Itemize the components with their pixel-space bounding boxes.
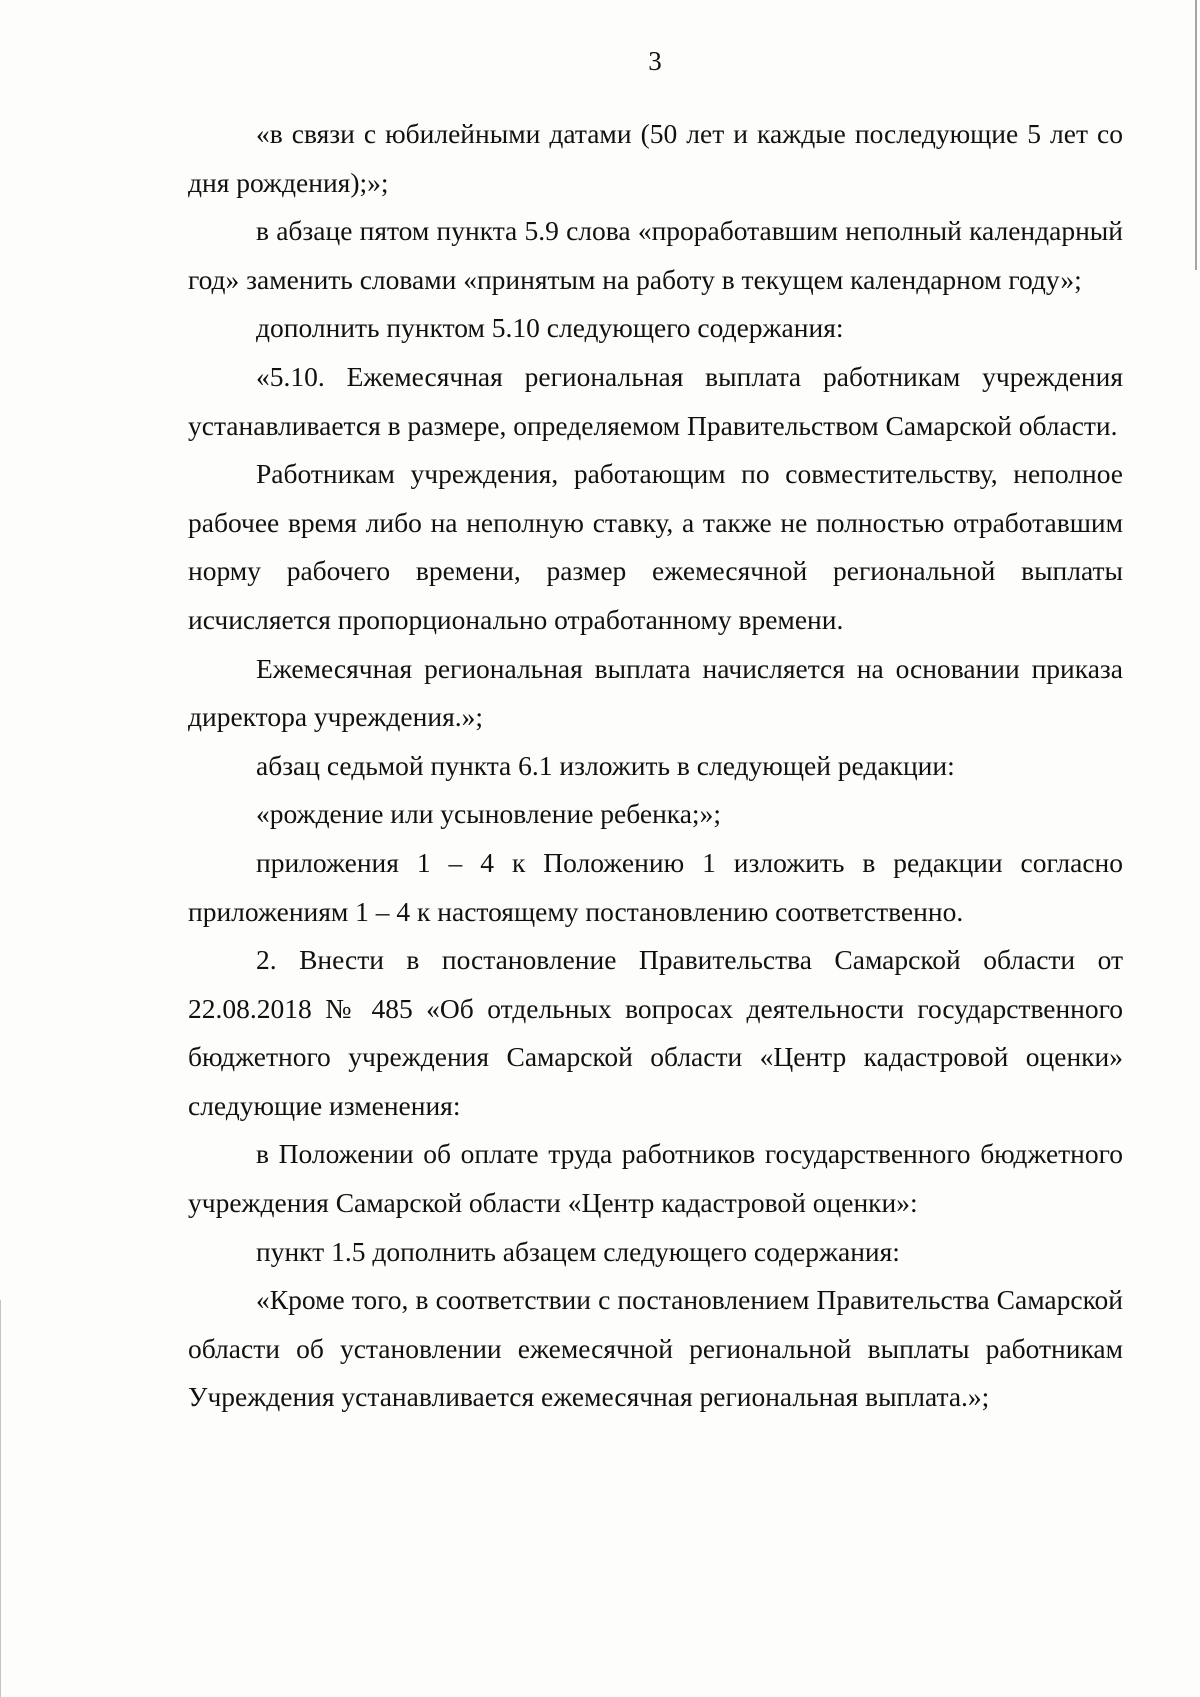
- document-body: [188, 110, 1123, 1422]
- paragraph-7: абзац седьмой пункта 6.1 изложить в следующей редакции:: [256, 749, 955, 781]
- paragraph-4: «5.10. Ежемесячная региональная выплата работникам учреждения устанавливается в размере, определяемом Правительством Самарской области.: [188, 360, 1123, 441]
- paragraph-1: «в связи с юбилейными датами (50 лет и каждые последующие 5 лет со дня рождения);»;: [188, 118, 1123, 198]
- page-number: 3: [648, 46, 662, 76]
- paragraph-9: приложения 1 – 4 к Положению 1 изложить в редакции согласно приложениям 1 – 4 к настоящему постановлению соответственно.: [188, 846, 1123, 927]
- paragraph-12: пункт 1.5 дополнить абзацем следующего содержания:: [256, 1235, 900, 1267]
- paragraph-5: Работникам учреждения, работающим по совместительству, неполное рабочее время либо на неполную ставку, а также не полностью отработавшим норму рабочего времени, размер ежемесячной региональной выплаты исчисляется пропорционально отработанному времени.: [188, 458, 1123, 635]
- paragraph-6: Ежемесячная региональная выплата начисляется на основании приказа директора учреждения.»;: [188, 652, 1123, 733]
- scan-edge-line: [1195, 0, 1197, 270]
- paragraph-8: «рождение или усыновление ребенка;»;: [256, 798, 721, 830]
- paragraph-10: 2. Внести в постановление Правительства Самарской области от 22.08.2018 № 485 «Об отдельных вопросах деятельности государственного бюджетного учреждения Самарской области «Центр кадастровой оценки» следующие изменения:: [188, 944, 1123, 1121]
- paragraph-2: в абзаце пятом пункта 5.9 слова «проработавшим неполный календарный год» заменить словами «принятым на работу в текущем календарном году»;: [188, 215, 1123, 295]
- paragraph-11: в Положении об оплате труда работников государственного бюджетного учреждения Самарской области «Центр кадастровой оценки»:: [188, 1138, 1123, 1219]
- paragraph-13: «Кроме того, в соответствии с постановлением Правительства Самарской области об установлении ежемесячной региональной выплаты работникам Учреждения устанавливается ежемесячная региональная выплата.»;: [188, 1284, 1123, 1413]
- paragraph-3: дополнить пунктом 5.10 следующего содержания:: [256, 312, 844, 344]
- scan-edge-line-left: [0, 1300, 1, 1697]
